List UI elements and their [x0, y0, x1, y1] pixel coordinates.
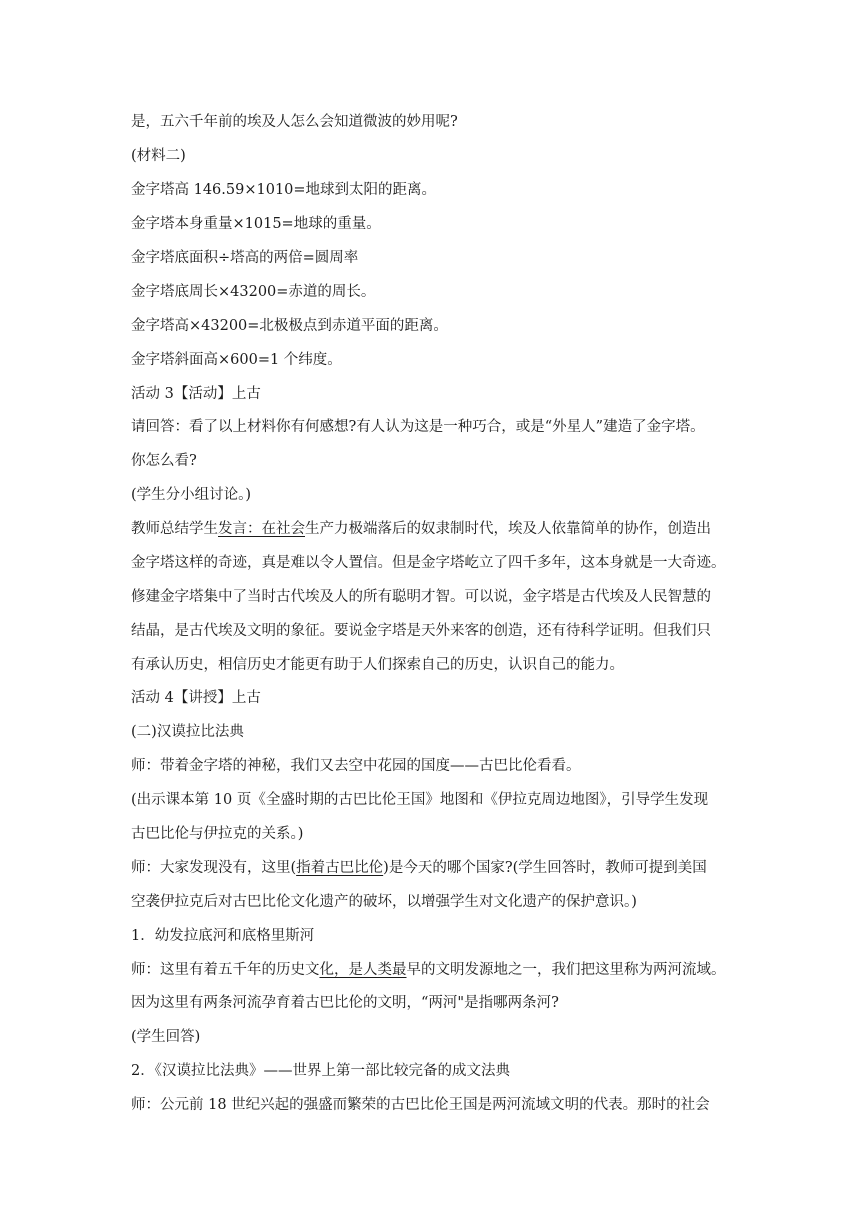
text-line: 结晶，是古代埃及文明的象征。要说金字塔是天外来客的创造，还有待科学证明。但我们只	[131, 623, 711, 639]
text-line: (材料二)	[131, 148, 186, 164]
subsection-heading: 2．《汉谟拉比法典》——世界上第一部比较完备的成文法典	[131, 1063, 510, 1079]
text-segment: 教师总结学生	[131, 521, 218, 537]
text-segment: )是今天的哪个国家?(学生回答时，教师可提到美国	[383, 860, 707, 876]
text-segment: 生产力极端落后的奴隶制时代，埃及人依靠简单的协作，创造出	[305, 521, 711, 537]
text-line: 因为这里有两条河流孕育着古巴比伦的文明，“两河"是指哪两条河?	[131, 995, 559, 1011]
text-line: 金字塔底面积÷塔高的两倍=圆周率	[131, 250, 359, 266]
text-segment: 早的文明发源地之一，我们把这里称为两河流域。	[406, 962, 726, 978]
text-line: 金字塔斜面高×600=1 个纬度。	[131, 352, 342, 368]
text-line: 古巴比伦与伊拉克的关系。)	[131, 826, 304, 842]
text-line: 请回答：看了以上材料你有何感想?有人认为这是一种巧合，或是“外星人”建造了金字塔。	[131, 419, 705, 435]
text-line: (出示课本第 10 页《全盛时期的古巴比伦王国》地图和《伊拉克周边地图》，引导学生发现	[131, 792, 709, 808]
text-line	[131, 519, 731, 539]
text-line: 金字塔底周长×43200=赤道的周长。	[131, 284, 376, 300]
underlined-text: 指着古巴比伦	[296, 860, 384, 876]
text-line: 有承认历史，相信历史才能更有助于人们探索自己的历史，认识自己的能力。	[131, 657, 624, 673]
text-line	[131, 858, 731, 878]
section-heading: (二)汉谟拉比法典	[131, 724, 244, 740]
subsection-heading: 1．幼发拉底河和底格里斯河	[131, 928, 315, 944]
activity-heading: 活动 4【讲授】上古	[131, 690, 261, 706]
text-line	[131, 960, 731, 980]
text-line: 金字塔高×43200=北极极点到赤道平面的距离。	[131, 318, 448, 334]
text-segment: 师：大家发现没有，这里(	[131, 860, 297, 876]
underlined-text: 化，是人类最	[319, 962, 407, 978]
activity-heading: 活动 3【活动】上古	[131, 386, 261, 402]
text-line: (学生分小组讨论。)	[131, 487, 252, 503]
text-line: 金字塔这样的奇迹，真是难以令人置信。但是金字塔屹立了四千多年，这本身就是一大奇迹。	[131, 555, 726, 571]
underlined-text: 发言：在社会	[218, 521, 305, 537]
text-line: 修建金字塔集中了当时古代埃及人的所有聪明才智。可以说，金字塔是古代埃及人民智慧的	[131, 589, 711, 605]
text-line: 金字塔本身重量×1015=地球的重量。	[131, 216, 381, 232]
text-line: (学生回答)	[131, 1029, 201, 1045]
text-line: 空袭伊拉克后对古巴比伦文化遗产的破坏，以增强学生对文化遗产的保护意识。)	[131, 894, 637, 910]
text-line: 师：带着金字塔的神秘，我们又去空中花园的国度——古巴比伦看看。	[131, 758, 581, 774]
text-line: 是，五六千年前的埃及人怎么会知道微波的妙用呢?	[131, 114, 458, 130]
text-line: 师：公元前 18 世纪兴起的强盛而繁荣的古巴比伦王国是两河流域文明的代表。那时的社会	[131, 1097, 710, 1113]
text-segment: 师：这里有着五千年的历史文	[131, 962, 320, 978]
text-line: 你怎么看?	[131, 453, 197, 469]
text-line: 金字塔高 146.59×1010=地球到太阳的距离。	[131, 182, 437, 198]
